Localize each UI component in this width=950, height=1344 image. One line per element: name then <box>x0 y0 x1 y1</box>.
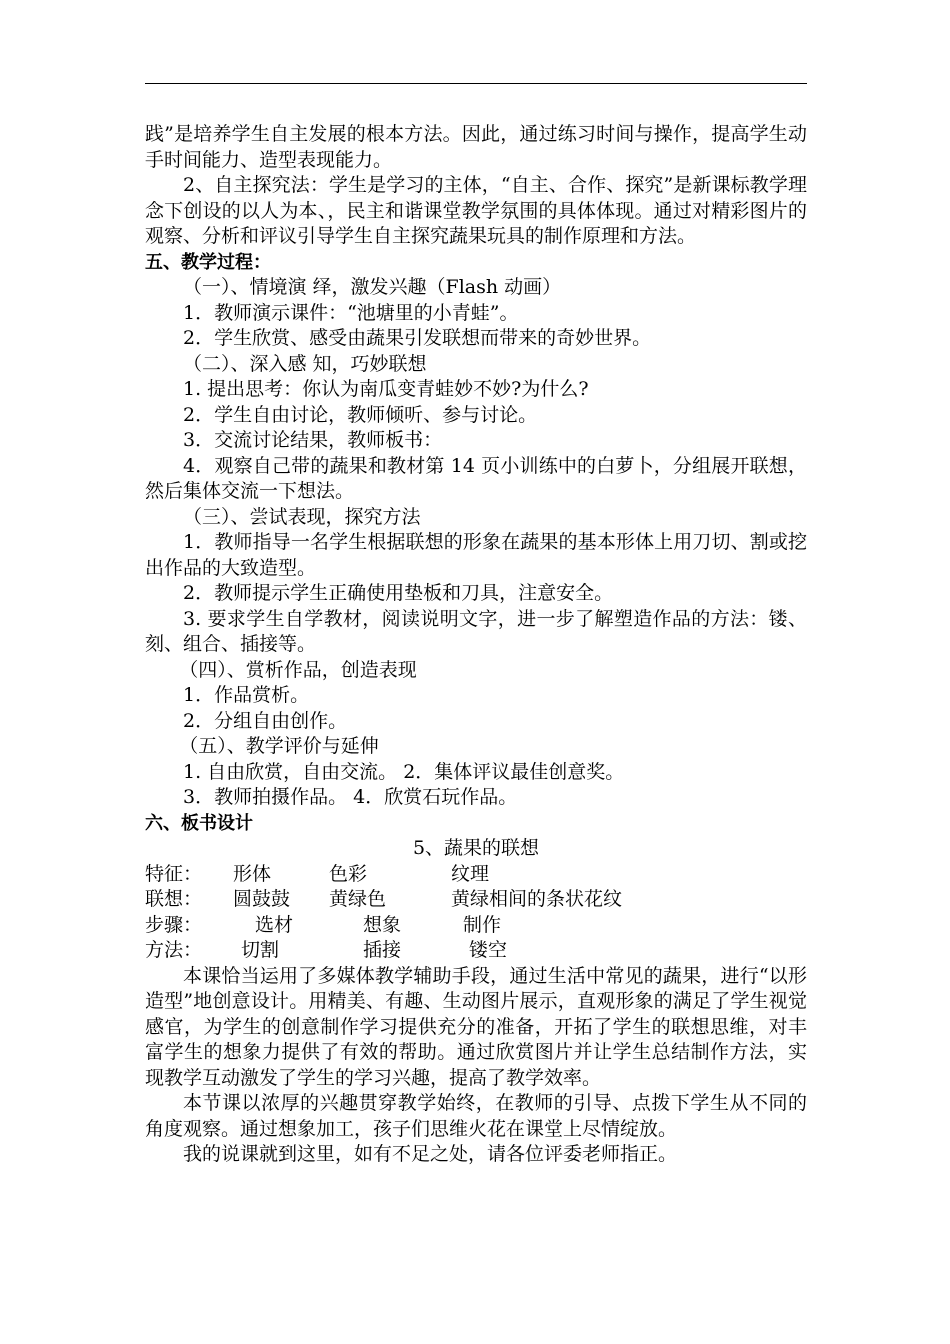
process-item: 1．教师指导一名学生根据联想的形象在蔬果的基本形体上用刀切、割或挖出作品的大致造型。 <box>145 531 807 579</box>
board-cell: 黄绿色 <box>329 888 387 910</box>
process-item: 3．教师拍摄作品。 4．欣赏石玩作品。 <box>183 786 518 808</box>
process-item: 1．教师演示课件：“池塘里的小青蛙”。 <box>183 301 519 324</box>
board-cell: 插接 <box>363 939 402 961</box>
process-item: 3．交流讨论结果，教师板书： <box>183 429 443 451</box>
process-item: 1. 自由欣赏，自由交流。 2．集体评议最佳创意奖。 <box>183 760 625 783</box>
process-step-3-title: （三）、尝试表现，探究方法 <box>183 505 421 528</box>
board-cell: 圆鼓鼓 <box>233 888 291 910</box>
process-item: 2．教师提示学生正确使用垫板和刀具，注意安全。 <box>183 582 614 604</box>
board-row-label: 联想： <box>145 888 203 910</box>
board-row-association <box>145 887 807 913</box>
process-item: 2．学生自由讨论，教师倾听、参与讨论。 <box>183 403 538 426</box>
board-row-features <box>145 862 807 888</box>
section-heading-board-design: 六、板书设计 <box>145 812 253 834</box>
paragraph-continued: 践”是培养学生自主发展的根本方法。因此，通过练习时间与操作，提高学生动手时间能力、造型表现能力。 <box>145 123 807 171</box>
board-cell: 想象 <box>363 913 402 936</box>
closing-paragraph-thanks: 我的说课就到这里，如有不足之处，请各位评委老师指正。 <box>183 1143 678 1165</box>
board-title: 5、蔬果的联想 <box>412 837 540 859</box>
process-item: 4．观察自己带的蔬果和教材第 14 页小训练中的白萝卜，分组展开联想，然后集体交流一下想法。 <box>145 454 807 502</box>
board-cell: 制作 <box>463 913 502 936</box>
board-cell: 选材 <box>255 913 294 936</box>
process-item: 2．学生欣赏、感受由蔬果引发联想而带来的奇妙世界。 <box>183 327 652 349</box>
board-row-methods <box>145 938 807 964</box>
board-row-label: 特征： <box>145 862 203 885</box>
process-step-1-title: （一）、情境演 绎，激发兴趣（Flash 动画） <box>183 276 562 298</box>
process-item: 3. 要求学生自学教材，阅读说明文字，进一步了解塑造作品的方法：镂、刻、组合、插接等。 <box>145 607 807 655</box>
process-step-2-title: （二）、深入感 知，巧妙联想 <box>183 352 427 375</box>
board-cell: 纹理 <box>451 862 490 885</box>
process-step-5-title: （五）、教学评价与延伸 <box>179 735 379 757</box>
process-item: 1．作品赏析。 <box>183 684 310 706</box>
paragraph-inquiry-method: 2、自主探究法：学生是学习的主体，“自主、合作、探究”是新课标教学理念下创设的以人为本、，民主和谐课堂教学氛围的具体体现。通过对精彩图片的观察、分析和评议引导学生自主探究蔬果玩具的制作原理和方法。 <box>145 174 807 247</box>
process-item: 2．分组自由创作。 <box>183 709 348 732</box>
document-page <box>145 0 807 1344</box>
process-item: 1. 提出思考：你认为南瓜变青蛙妙不妙?为什么? <box>183 378 589 400</box>
board-cell: 形体 <box>233 862 272 885</box>
board-cell: 黄绿相间的条状花纹 <box>451 888 623 910</box>
process-step-4-title: （四）、赏析作品，创造表现 <box>179 658 417 681</box>
closing-paragraph-reflection: 本课恰当运用了多媒体教学辅助手段，通过生活中常见的蔬果，进行“以形造型”地创意设计。用精美、有趣、生动图片展示，直观形象的满足了学生视觉感官，为学生的创意制作学习提供充分的准备，开拓了学生的联想思维，对丰富学生的想象力提供了有效的帮助。通过欣赏图片并让学生总结制作方法，实现教学互动激发了学生的学习兴趣，提高了教学效率。 <box>145 964 807 1089</box>
board-cell: 色彩 <box>329 862 368 885</box>
board-cell: 镂空 <box>469 939 508 961</box>
section-heading-teaching-process: 五、教学过程： <box>145 251 271 273</box>
header-rule <box>145 83 807 84</box>
board-row-label: 方法： <box>145 939 203 961</box>
document-body <box>145 122 807 1168</box>
board-row-steps <box>145 913 807 939</box>
board-cell: 切割 <box>241 939 280 961</box>
closing-paragraph-interest: 本节课以浓厚的兴趣贯穿教学始终，在教师的引导、点拨下学生从不同的角度观察。通过想象加工，孩子们思维火花在课堂上尽情绽放。 <box>145 1092 807 1140</box>
board-row-label: 步骤： <box>145 913 203 936</box>
